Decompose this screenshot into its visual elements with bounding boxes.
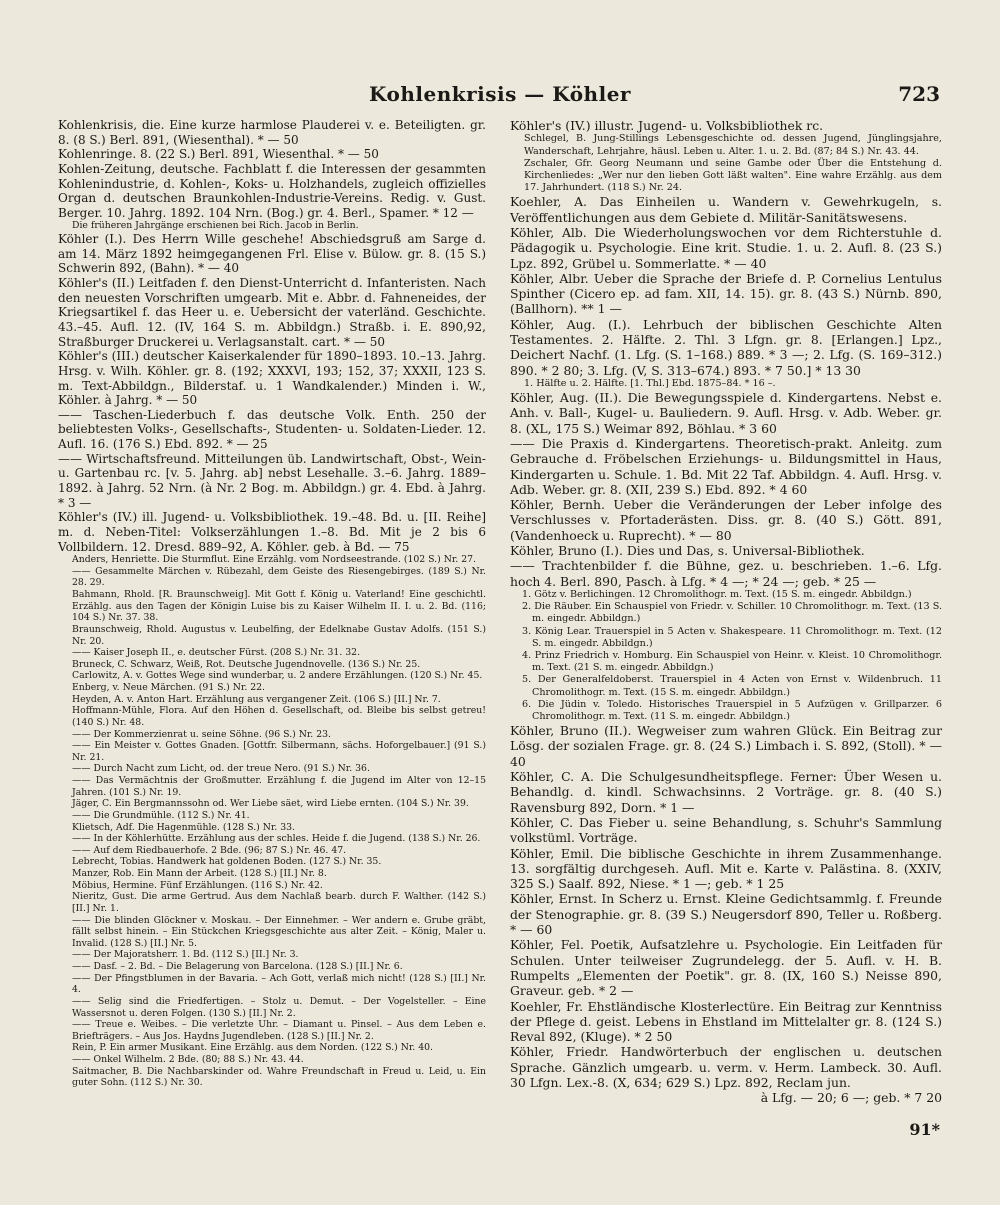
bibliography-entry: Kohlenkrisis, die. Eine kurze harmlose Plauderei v. e. Beteiligten. gr. 8. (8 S.) Berl. 891, (Wiesenthal). * — 50 [58, 118, 486, 147]
page-header [60, 82, 940, 110]
sub-entry: —— In der Köhlerhütte. Erzählung aus der schles. Heide f. die Jugend. (138 S.) Nr. 26. [72, 833, 481, 845]
sub-entry: —— Selig sind die Friedfertigen. – Stolz u. Demut. – Der Vogelsteller. – Eine Wassersnot u. deren Folgen. (130 S.) [II.] Nr. 2. [72, 995, 486, 1019]
bibliography-entry: Köhler, Aug. (II.). Die Bewegungsspiele d. Kindergartens. Nebst e. Anh. v. Ball-, Kugel- u. Bauliedern. 9. Aufl. Hrsg. v. Adb. Weber. gr. 8. (XL, 175 S.) Weimar 892, Böhlau. * 3 60 [510, 390, 942, 436]
sub-entry: Zschaler, Gfr. Georg Neumann und seine Gambe oder Über die Entstehung d. Kirchenliedes: „Wer nur den lieben Gott läßt walten". Eine wahre Erzählg. aus dem 17. Jahrhundert. (118 S.) Nr. 24. [524, 157, 942, 194]
sub-entry: Rein, P. Ein armer Musikant. Eine Erzählg. aus dem Norden. (122 S.) Nr. 40. [72, 1042, 433, 1054]
sub-entry: Schlegel, B. Jung-Stillings Lebensgeschichte od. dessen Jugend, Jünglingsjahre, Wanderschaft, Lehrjahre, häusl. Leben u. Alter. 1. u. 2. Bd. (87; 84 S.) Nr. 43. 44. [524, 133, 942, 157]
sub-entry: —— Durch Nacht zum Licht, od. der treue Nero. (91 S.) Nr. 36. [72, 763, 370, 775]
bibliography-entry: —— Taschen-Liederbuch f. das deutsche Volk. Enth. 250 der beliebtesten Volks-, Gesellschafts-, Studenten- u. Soldaten-Lieder. 12. Aufl. 16. (176 S.) Ebd. 892. * — 25 [58, 407, 486, 452]
bibliography-entry: Köhler, Albr. Ueber die Sprache der Briefe d. P. Cornelius Lentulus Spinther (Cicero ep. ad fam. XII, 14. 15). gr. 8. (43 S.) Nürnb. 890, (Ballhorn). ** 1 — [510, 270, 942, 317]
sub-entry: —— Der Kommerzienrat u. seine Söhne. (96 S.) Nr. 23. [72, 728, 331, 740]
sub-entry: Saitmacher, B. Die Nachbarskinder od. Wahre Freundschaft in Freud u. Leid, u. Ein guter Sohn. (112 S.) Nr. 30. [72, 1065, 486, 1089]
page-number: 723 [898, 82, 940, 106]
sub-entry: Möbius, Hermine. Fünf Erzählungen. (116 S.) Nr. 42. [72, 879, 323, 891]
sub-entry: —— Ein Meister v. Gottes Gnaden. [Gottfr. Silbermann, sächs. Hoforgelbauer.] (91 S.) Nr. 21. [72, 740, 486, 763]
sub-entry: Hoffmann-Mühle, Flora. Auf den Höhen d. Gesellschaft, od. Bleibe bis selbst getreu! (140 S.) Nr. 48. [72, 705, 486, 728]
sub-entry: Anders, Henriette. Die Sturmflut. Eine Erzählg. vom Nordseestrande. (102 S.) Nr. 27. [72, 554, 476, 566]
sub-entry: —— Dasf. – 2. Bd. – Die Belagerung von Barcelona. (128 S.) [II.] Nr. 6. [72, 961, 403, 973]
sub-entry: 2. Die Räuber. Ein Schauspiel von Friedr. v. Schiller. 10 Chromolithogr. m. Text. (13 S. m. eingedr. Abbildgn.) [522, 601, 942, 625]
sub-entry: —— Die Grundmühle. (112 S.) Nr. 41. [72, 809, 250, 821]
sub-entry: 1. Hälfte u. 2. Hälfte. [1. Thl.] Ebd. 1875–84. * 16 –. [524, 377, 776, 389]
bibliography-entry: —— Wirtschaftsfreund. Mitteilungen üb. Landwirtschaft, Obst-, Wein- u. Gartenbau rc. [v. 5. Jahrg. ab] nebst Lesehalle. 3.–6. Jahrg. 1889–1892. à Jahrg. 52 Nrn. (à Nr. 2 Bog. m. Abbildgn.) gr. 4. Ebd. à Jahrg. * 3 — [58, 451, 486, 510]
bibliography-entry: Köhler (I.). Des Herrn Wille geschehe! Abschiedsgruß am Sarge d. am 14. März 1892 heimgegangenen Frl. Elise v. Bülow. gr. 8. (15 S.) Schwerin 892, (Bahn). * — 40 [58, 232, 486, 276]
sub-entry: —— Das Vermächtnis der Großmutter. Erzählung f. die Jugend im Alter von 12–15 Jahren. (101 S.) Nr. 19. [72, 775, 486, 798]
bibliography-entry: Köhler, Fel. Poetik, Aufsatzlehre u. Psychologie. Ein Leitfaden für Schulen. Unter teilweiser Zugrundelegg. der 5. Aufl. v. H. B. Rumpelts „Elementen der Poetik". gr. 8. (IX, 160 S.) Neisse 890, Graveur. geb. * 2 — [510, 937, 942, 999]
bibliography-entry: Köhler, Aug. (I.). Lehrbuch der biblischen Geschichte Alten Testamentes. 2. Hälfte. 2. Thl. 3 Lfgn. gr. 8. [Erlangen.] Lpz., Deichert Nachf. (1. Lfg. (S. 1–168.) 889. * 3 —; 2. Lfg. (S. 169–312.) 890. * 2 80; 3. Lfg. (V, S. 313–674.) 893. * 7 50.] * 13 30 [510, 316, 942, 378]
sub-entry: 6. Die Jüdin v. Toledo. Historisches Trauerspiel in 5 Aufzügen v. Grillparzer. 6 Chromolithogr. m. Text. (11 S. m. eingedr. Abbildgn.) [522, 698, 942, 722]
sub-entry: —— Kaiser Joseph II., e. deutscher Fürst. (208 S.) Nr. 31. 32. [72, 647, 361, 659]
sub-entry: 3. König Lear. Trauerspiel in 5 Acten v. Shakespeare. 11 Chromolithogr. m. Text. (12 S. m. eingedr. Abbildgn.) [522, 625, 942, 649]
bibliography-entry: Köhler, Alb. Die Wiederholungswochen vor dem Richterstuhle d. Pädagogik u. Psychologie. Eine krit. Studie. 1. u. 2. Aufl. 8. (23 S.) Lpz. 892, Grübel u. Sommerlatte. * — 40 [510, 224, 942, 271]
sub-entry: Braunschweig, Rhold. Augustus v. Leubelfing, der Edelknabe Gustav Adolfs. (151 S.) Nr. 20. [72, 623, 486, 647]
sub-entry: Heyden, A. v. Anton Hart. Erzählung aus vergangener Zeit. (106 S.) [II.] Nr. 7. [72, 693, 441, 705]
sub-entry: Bahmann, Rhold. [R. Braunschweig]. Mit Gott f. König u. Vaterland! Eine geschichtl. Erzählg. aus den Tagen der Königin Luise bis zu Kaiser Wilhelm II. I. u. 2. Bd. (116; 104 S.) Nr. 37. 38. [72, 589, 486, 624]
sub-entry: Klietsch, Adf. Die Hagenmühle. (128 S.) Nr. 33. [72, 821, 295, 833]
bibliography-entry: Köhler, Bruno (I.). Dies und Das, s. Universal-Bibliothek. [510, 543, 865, 559]
sub-entry: 1. Götz v. Berlichingen. 12 Chromolithogr. m. Text. (15 S. m. eingedr. Abbildgn.) [522, 588, 912, 600]
signature-mark: 91* [909, 1120, 940, 1139]
bibliography-entry: —— Trachtenbilder f. die Bühne, gez. u. beschrieben. 1.–6. Lfg. hoch 4. Berl. 890, Pasch. à Lfg. * 4 —; * 24 —; geb. * 25 — [510, 558, 942, 589]
sub-entry: 5. Der Generalfeldoberst. Trauerspiel in 4 Acten von Ernst v. Wildenbruch. 11 Chromolithogr. m. Text. (15 S. m. eingedr. Abbildgn.) [522, 674, 942, 698]
sub-entry: —— Onkel Wilhelm. 2 Bde. (80; 88 S.) Nr. 43. 44. [72, 1054, 304, 1066]
sub-entry: Bruneck, C. Schwarz, Weiß, Rot. Deutsche Jugendnovelle. (136 S.) Nr. 25. [72, 658, 421, 670]
bibliography-entry: Kohlen-Zeitung, deutsche. Fachblatt f. die Interessen der gesammten Kohlenindustrie, d. Kohlen-, Koks- u. Holzhandels, zugleich offizielles Organ d. deutschen Braunkohlen-Industrie-Vereins. Redig. v. Gust. Berger. 10. Jahrg. 1892. 104 Nrn. (Bog.) gr. 4. Berl., Spamer. * 12 — [58, 161, 486, 220]
bibliography-entry: Köhler, C. A. Die Schulgesundheitspflege. Ferner: Über Wesen u. Behandlg. d. kindl. Schwachsinns. 2 Vorträge. gr. 8. (40 S.) Ravensburg 892, Dorn. * 1 — [510, 769, 942, 815]
sub-entry: Manzer, Rob. Ein Mann der Arbeit. (128 S.) [II.] Nr. 8. [72, 868, 327, 880]
bibliography-entry: Köhler, C. Das Fieber u. seine Behandlung, s. Schuhr's Sammlung volkstüml. Vorträge. [510, 814, 942, 846]
bibliography-entry: Köhler, Ernst. In Scherz u. Ernst. Kleine Gedichtsammlg. f. Freunde der Stenographie. gr. 8. (39 S.) Neugersdorf 890, Teller u. Roßberg. * — 60 [510, 891, 942, 938]
right-column [510, 118, 942, 1106]
bibliography-entry: Köhler's (IV.) illustr. Jugend- u. Volksbibliothek rc. [510, 118, 824, 133]
sub-entry: —— Auf dem Riedbauerhofe. 2 Bde. (96; 87 S.) Nr. 46. 47. [72, 844, 347, 856]
bibliography-entry: Köhler's (III.) deutscher Kaiserkalender für 1890–1893. 10.–13. Jahrg. Hrsg. v. Wilh. Köhler. gr. 8. (192; XXXVI, 193; 152, 37; XXXII, 123 S. m. Text-Abbildgn., Bilderstaf. u. 1 Wandkalender.) Minden i. W., Köhler. à Jahrg. * — 50 [58, 349, 486, 408]
sub-entry: Enberg, v. Neue Märchen. (91 S.) Nr. 22. [72, 682, 266, 694]
bibliography-entry: Köhler's (IV.) ill. Jugend- u. Volksbibliothek. 19.–48. Bd. u. [II. Reihe] m. d. Neben-Titel: Volkserzählungen 1.–8. Bd. Mit je 2 bis 6 Vollbildern. 12. Dresd. 889–92, A. Köhler. geb. à Bd. — 75 [58, 510, 486, 554]
sub-entry: Lebrecht, Tobias. Handwerk hat goldenen Boden. (127 S.) Nr. 35. [72, 856, 382, 868]
bibliography-entry: Koehler, Fr. Ehstländische Klosterlectüre. Ein Beitrag zur Kenntniss der Pflege d. geist. Lebens in Ehstland im Mittelalter gr. 8. (124 S.) Reval 892, (Kluge). * 2 50 [510, 998, 942, 1045]
bibliography-entry: Köhler, Bernh. Ueber die Veränderungen der Leber infolge des Verschlusses v. Pfortaderästen. Diss. gr. 8. (40 S.) Gött. 891, (Vandenhoeck u. Ruprecht). * — 80 [510, 497, 942, 543]
sub-entry: —— Der Majoratsherr. 1. Bd. (112 S.) [II.] Nr. 3. [72, 949, 299, 961]
price-line: à Lfg. — 20; 6 —; geb. * 7 20 [760, 1090, 942, 1106]
sub-entry: —— Die blinden Glöckner v. Moskau. – Der Einnehmer. – Wer andern e. Grube gräbt, fällt selbst hinein. – Ein Stückchen Kriegsgeschichte aus alter Zeit. – König, Maler u. Invalid. (128 S.) [II.] Nr. 5. [72, 914, 486, 949]
sub-entry: Nieritz, Gust. Die arme Gertrud. Aus dem Nachlaß bearb. durch F. Walther. (142 S.) [II.] Nr. 1. [72, 891, 486, 914]
sub-entry: —— Gesammelte Märchen v. Rübezahl, dem Geiste des Riesengebirges. (189 S.) Nr. 28. 29. [72, 565, 486, 589]
bibliography-entry: Kohlenringe. 8. (22 S.) Berl. 891, Wiesenthal. * — 50 [58, 147, 379, 162]
bibliography-entry: Köhler's (II.) Leitfaden f. den Dienst-Unterricht d. Infanteristen. Nach den neuesten Vorschriften umgearb. Mit e. Abbr. d. Fahneneides, der Kriegsartikel f. das Heer u. e. Uebersicht der vaterländ. Geschichte. 43.–45. Aufl. 12. (IV, 164 S. m. Abbildgn.) Straßb. i. E. 890,92, Straßburger Druckerei u. Verlagsanstalt. cart. * — 50 [58, 276, 486, 349]
sub-entry: Die früheren Jahrgänge erschienen bei Rich. Jacob in Berlin. [72, 220, 359, 232]
left-column [58, 118, 486, 1089]
bibliography-entry: Köhler, Emil. Die biblische Geschichte in ihrem Zusammenhange. 13. sorgfältig durchgeseh. Aufl. Mit e. Karte v. Palästina. 8. (XXIV, 325 S.) Saalf. 892, Niese. * 1 —; geb. * 1 25 [510, 845, 942, 892]
sub-entry: Jäger, C. Ein Bergmannssohn od. Wer Liebe säet, wird Liebe ernten. (104 S.) Nr. 39. [72, 798, 469, 810]
running-title: Kohlenkrisis — Köhler [369, 82, 631, 106]
bibliography-entry: Köhler, Friedr. Handwörterbuch der englischen u. deutschen Sprache. Gänzlich umgearb. u. verm. v. Herm. Lambeck. 30. Aufl. 30 Lfgn. Lex.-8. (X, 634; 629 S.) Lpz. 892, Reclam jun. [510, 1044, 942, 1090]
sub-entry: —— Der Pfingstblumen in der Bavaria. – Ach Gott, verlaß mich nicht! (128 S.) [II.] Nr. 4. [72, 972, 486, 996]
sub-entry: Carlowitz, A. v. Gottes Wege sind wunderbar, u. 2 andere Erzählungen. (120 S.) Nr. 45. [72, 670, 483, 682]
sub-entry: —— Treue e. Weibes. – Die verletzte Uhr. – Diamant u. Pinsel. – Aus dem Leben e. Briefträgers. – Aus Jos. Haydns Jugendleben. (128 S.) [II.] Nr. 2. [72, 1019, 486, 1042]
bibliography-entry: —— Die Praxis d. Kindergartens. Theoretisch-prakt. Anleitg. zum Gebrauche d. Fröbelschen Erziehungs- u. Bildungsmittel in Haus, Kindergarten u. Schule. 1. Bd. Mit 22 Taf. Abbildgn. 4. Aufl. Hrsg. v. Adb. Weber. gr. 8. (XII, 239 S.) Ebd. 892. * 4 60 [510, 435, 942, 497]
bibliography-entry: Köhler, Bruno (II.). Wegweiser zum wahren Glück. Ein Beitrag zur Lösg. der sozialen Frage. gr. 8. (24 S.) Limbach i. S. 892, (Stoll). * — 40 [510, 723, 942, 769]
sub-entry: 4. Prinz Friedrich v. Homburg. Ein Schauspiel von Heinr. v. Kleist. 10 Chromolithogr. m. Text. (21 S. m. eingedr. Abbildgn.) [522, 649, 942, 674]
bibliography-entry: Koehler, A. Das Einheilen u. Wandern v. Gewehrkugeln, s. Veröffentlichungen aus dem Gebiete d. Militär-Sanitätswesens. [510, 194, 942, 225]
